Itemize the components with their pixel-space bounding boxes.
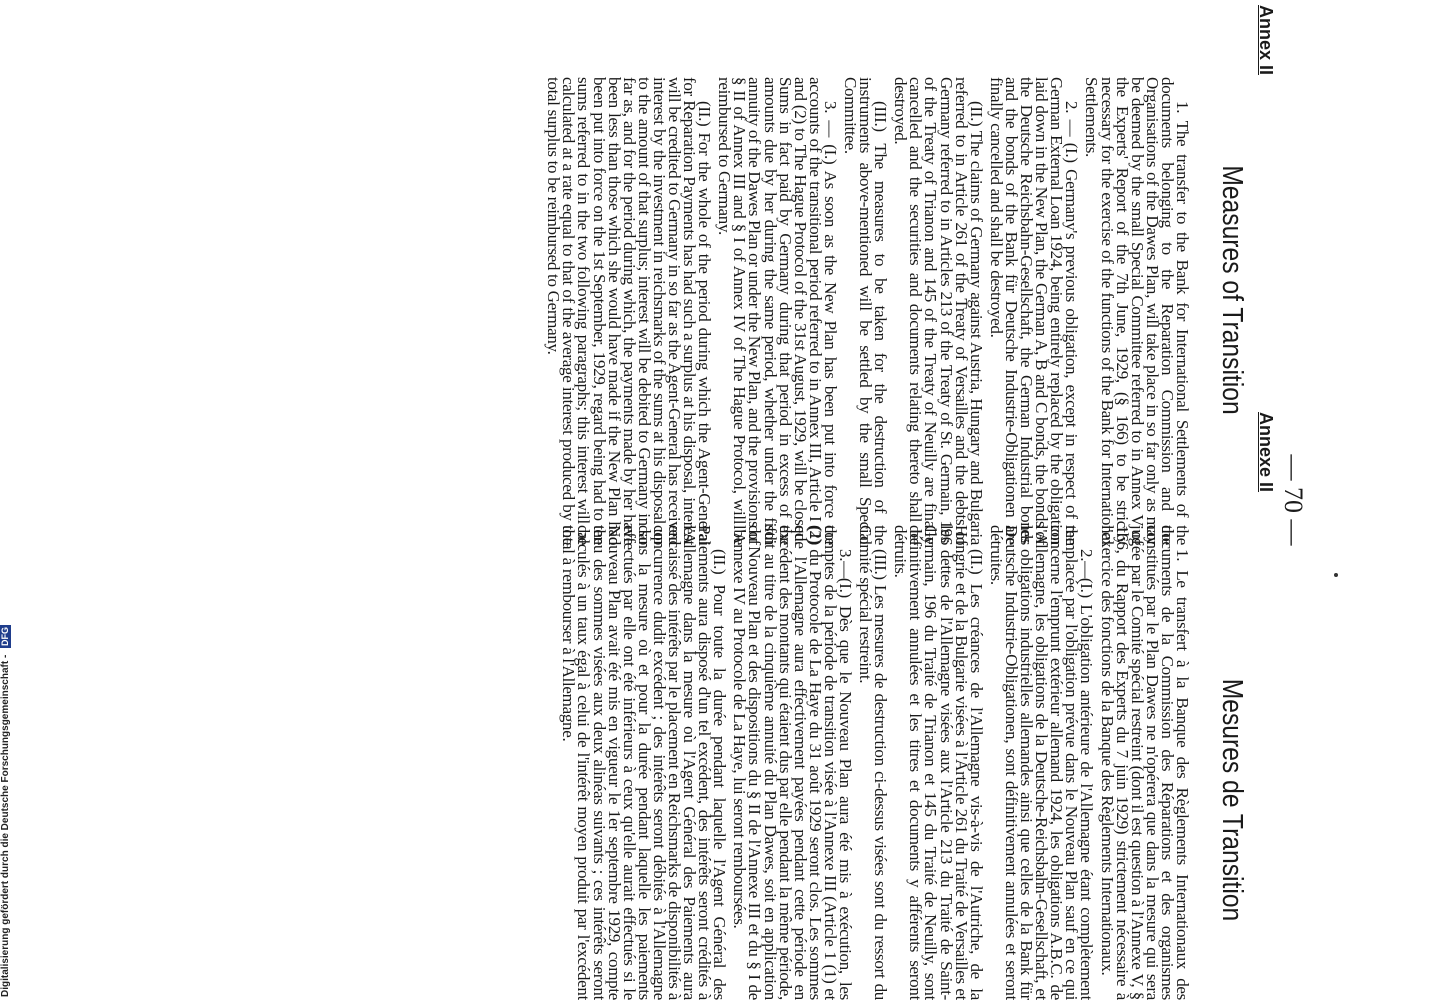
english-paragraph-3: (II.) The claims of Germany against Austria, Hungary and Bulgaria referred to in Article 261 of the Treaty of Versailles and the debts of Germany referred to in Articles 213 of the Treaty of St. Germain, 196 of the Treaty of Trianon and 145 of the Treaty of Neuilly are finally cancelled and the securities and documents relating thereto shall be destroyed. xyxy=(891,77,986,545)
rotated-document-page xyxy=(18,0,1318,1000)
french-paragraph-5: 3.—(I.) Dès que le Nouveau Plan aura été mis à exécution, les comptes de la période de transition visée à l'Annexe III (Article 1 (1) et (2) du Protocole de La Haye du 31 août 1929 seront clos. Les sommes que l'Allemagne aura effectivement payées pendant cette période en excédent des montants qui étaient dus par elle pendant la même période, soit au titre de la cinquième annuité du Plan Dawes, soit en application du Nouveau Plan et des dispositions du § II de l'Annexe III et du § I de l'Annexe IV au Protocole de La Haye, lui seront remboursées. xyxy=(730,525,856,1000)
french-paragraph-1: 1. Le transfert à la Banque des Règlements Internationaux des documents de la Commission des Réparations et des organismes constitués par le Plan Dawes ne n'opérera que dans la mesure qui sera jugée par le Comité spécial restreint (dont il est question à l'Annexe V, § 166, du Rapport des Experts du 7 juin 1929) strictement nécessaire à l'exercice des fonctions de la Banque des Règlements Internationaux. xyxy=(1097,525,1192,1000)
page-number: — 70 — xyxy=(1279,454,1308,546)
digitization-credit xyxy=(0,625,11,997)
title-french: Mesures de Transition xyxy=(1216,678,1248,922)
english-paragraph-5: 3. — (I.) As soon as the New Plan has been put into force the accounts of the transitional period referred to in Annex III, Article I (1) and (2) to The Hague Protocol of the 31st August, 1929, will be closed. Sums in fact paid by Germany during that period in excess of the amounts due by her during the same period, whether under the fifth annuity of the Dawes Plan or under the New Plan, and the provisions of § II of Annex III and § I of Annex IV of The Hague Protocol, will be reimbursed to Germany. xyxy=(715,77,840,545)
french-column xyxy=(561,525,1190,1000)
english-paragraph-6: (II.) For the whole of the period during which the Agent-General for Reparation Payments has had such a surplus at his disposal, interest will be credited to Germany in so far as the Agent-General has received interest by the investment in reichsmarks of the sums at his disposal up to the amount of that surplus; interest will be debited to Germany in so far as, and for the period during which, the payments made by her have been less than those which she would have made if the New Plan had been put into force on the 1st September, 1929, regard being had to the sums referred to in the two following paragraphs; this interest will be calculated at a rate equal to that of the average interest produced by the total surplus to be reimbursed to Germany. xyxy=(544,77,715,545)
french-paragraph-2: 2.—(I.) L'obligation antérieure de l'Allemagne étant complètement remplacée par l'obligation prévue dans le Nouveau Plan sauf en ce qui concerne l'emprunt extérieur allemand 1924, les obligations A.B.C. de l'Allemagne, les obligations de la Deutsche-Reichsbahn-Gesellschaft, et les obligations industrielles allemandes ainsi que celles de la Bank für Deutsche Industrie-Obligationen, sont définitivement annulées et seront détruites. xyxy=(986,525,1097,1000)
french-paragraph-4: (III.) Les mesures de destruction ci-dessus visées sont du ressort du Comité spécial restreint. xyxy=(856,525,891,1000)
dfg-logo-icon: DFG xyxy=(0,626,10,646)
english-paragraph-2: 2. — (I.) Germany's previous obligation, except in respect of the German External Loan 1924, being entirely replaced by the obligation laid down in the New Plan, the German A, B and C bonds, the bonds of the Deutsche Reichsbahn-Gesellschaft, the German Industrial bonds and the bonds of the Bank für Deutsche Industrie-Obligationen are finally cancelled and shall be destroyed. xyxy=(986,77,1082,545)
english-paragraph-4: (III.) The measures to be taken for the destruction of the instruments above-mentioned will be settled by the small Special Committee. xyxy=(841,77,891,545)
english-paragraph-1: 1. The transfer to the Bank for International Settlements of the documents belonging to the Reparation Commission and the Organisations of the Dawes Plan, will take place in so far only as may be deemed by the small Special Committee referred to in Annex V of the Experts' Report of the 7th June, 1929, (§ 166) to be strictly necessary for the exercise of the functions of the Bank for International Settlements. xyxy=(1082,77,1192,545)
french-paragraph-6: (II.) Pour toute la durée pendant laquelle l'Agent Général des Paiements aura disposé d'un tel excédent, des intérêts seront crédités à l'Allemagne dans la mesure où l'Agent Général des Paiements aura encaissé des intérêts par le placement en Reichsmarks de disponibilités à concurrence dudit excédent ; des intérêts seront débités à l'Allemagne dans la mesure où et pour la durée pendant laquelle les paiements effectués par elle ont été inférieurs à ceux qu'elle aurait effectués si le Nouveau Plan avait été mis en vigueur le 1er septembre 1929, compte tenu des sommes visées aux deux alinéas suivants ; ces intérêts seront calculés à un taux égal à celui de l'intérêt moyen produit par l'excédent total à rembourser à l'Allemagne. xyxy=(559,525,730,1000)
annex-label-french: Annexe II xyxy=(1256,412,1276,493)
title-english: Measures of Transition xyxy=(1216,165,1248,415)
english-column xyxy=(546,77,1190,545)
scan-speck xyxy=(1334,573,1338,577)
french-paragraph-3: (II.) Les créances de l'Allemagne vis-à-vis de l'Autriche, de la Hongrie et de la Bulgarie visées à l'Article 261 du Traité de Versailles et les dettes de l'Allemagne visées aux l'Article 213 du Traité de Saint-Germain, 196 du Traité de Trianon et 145 du Traité de Neuilly, sont définitivement annulées et les titres et documents y afférents seront détruits. xyxy=(891,525,986,1000)
digitization-credit-text: Digitalisierung gefördert durch die Deutsche Forschungsgemeinschaft - xyxy=(0,654,12,997)
annex-label-english: Annex II xyxy=(1256,5,1276,76)
